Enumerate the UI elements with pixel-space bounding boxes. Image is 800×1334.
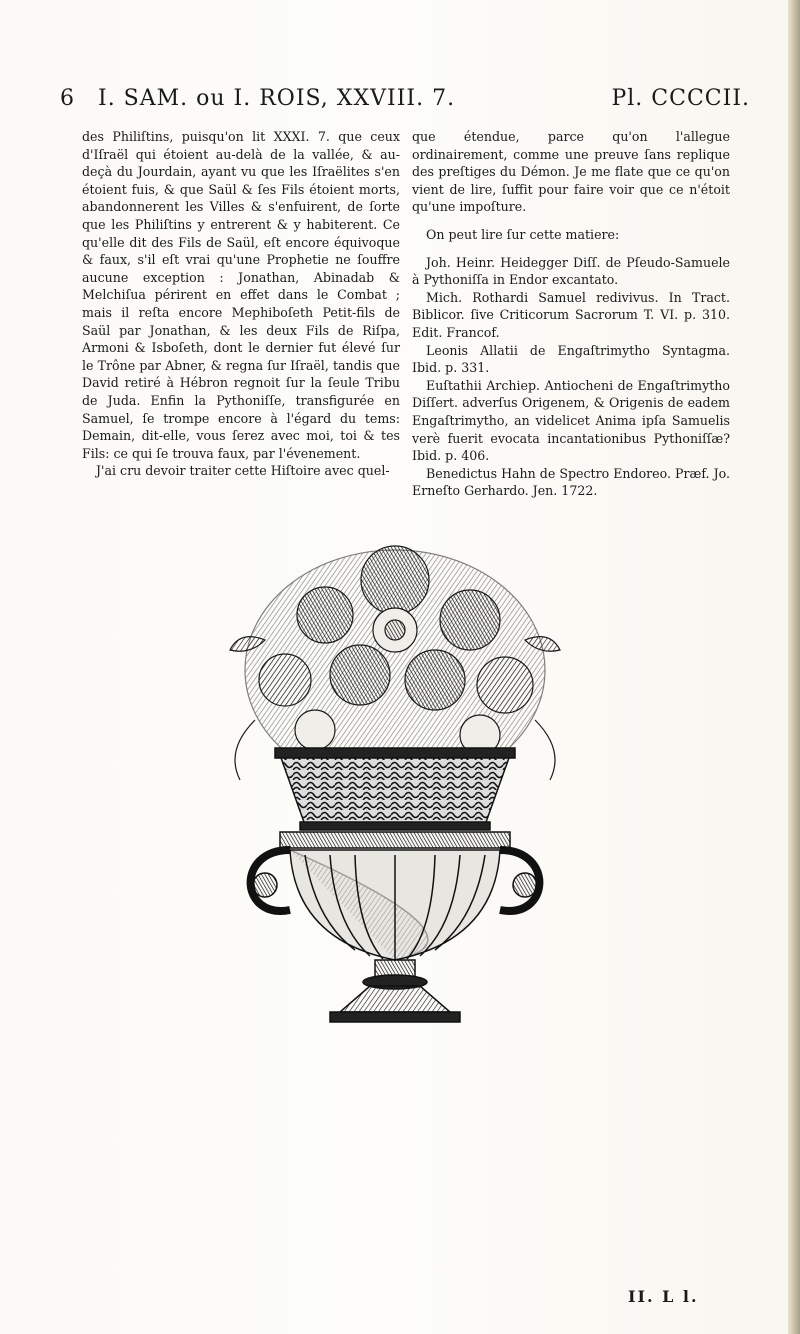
reference-entry: Euſtathii Archiep. Antiocheni de Engaſtrimytho Diſſert. adverſus Origenem, & Origenis de eadem Engaſtrimytho, an videlicet Anima ipſa Samuelis verè fuerit evocata incantationibus Pythoniſſæ? Ibid. p. 406. — [412, 377, 730, 464]
reference-entry: Mich. Rothardi Samuel redivivus. In Tract. Biblicor. ſive Criticorum Sacrorum T. VI. p. 310. Edit. Francof. — [412, 289, 730, 340]
reference-entry: Leonis Allatii de Engaſtrimytho Syntagma. Ibid. p. 331. — [412, 342, 730, 376]
signature-mark: II. L l. — [628, 1287, 699, 1306]
flower-urn-engraving — [195, 520, 595, 1040]
left-paragraph-1: des Philiſtins, puisqu'on lit XXXI. 7. que ceux d'Iſraël qui étoient au-delà de la vallée, & au-deçà du Jourdain, ayant vu que les Iſraëlites s'en étoient fuis, & que Saül & ſes Fils étoient morts, abandonnerent les Villes & s'enfuirent, de ſorte que les Philiſtins y entrerent & y habiterent. Ce qu'elle dit des Fils de Saül, eſt encore équivoque & faux, s'il eſt vrai qu'une Prophetie ne ſouffre aucune exception : Jonathan, Abinadab & Melchiſua périrent en effet dans le Combat ; mais il reſta encore Mephiboſeth Petit-fils de Saül par Jonathan, & les deux Fils de Riſpa, Armoni & Isboſeth, dont le dernier fut élevé ſur le Trône par Abner, & regna ſur Iſraël, tandis que David retiré à Hébron regnoit ſur la ſeule Tribu de Juda. Enfin la Pythoniſſe, transfigurée en Samuel, ſe trompe encore à l'égard du tems: Demain, dit-elle, vous ſerez avec moi, toi & tes Fils: ce qui ſe trouva faux, par l'évenement. — [82, 129, 400, 461]
wicker-basket — [275, 748, 515, 830]
running-title: I. SAM. ou I. ROIS, XXVIII. 7. — [98, 86, 456, 111]
right-column — [412, 128, 730, 500]
page-number: 6 — [60, 86, 75, 111]
plate-number: Pl. CCCCII. — [611, 86, 750, 111]
right-paragraph-1: que étendue, parce qu'on l'allegue ordinairement, comme une preuve ſans replique des preſtiges du Démon. Je me flate que ce qu'on vient de lire, ſuffit pour faire voir que ce n'étoit qu'une impoſture. — [412, 129, 730, 215]
page-edge — [788, 0, 800, 1334]
reference-entry: Joh. Heinr. Heidegger Diſſ. de Pſeudo-Samuele à Pythoniſſa in Endor excantato. — [412, 254, 730, 288]
left-paragraph-2: J'ai cru devoir traiter cette Hiſtoire avec quel- — [96, 463, 390, 479]
left-column — [82, 128, 400, 480]
reference-entry: Benedictus Hahn de Spectro Endoreo. Præf. Jo. Erneſto Gerhardo. Jen. 1722. — [412, 465, 730, 499]
right-paragraph-2: On peut lire ſur cette matiere: — [426, 226, 620, 242]
urn — [251, 832, 540, 1022]
running-header — [60, 86, 750, 116]
